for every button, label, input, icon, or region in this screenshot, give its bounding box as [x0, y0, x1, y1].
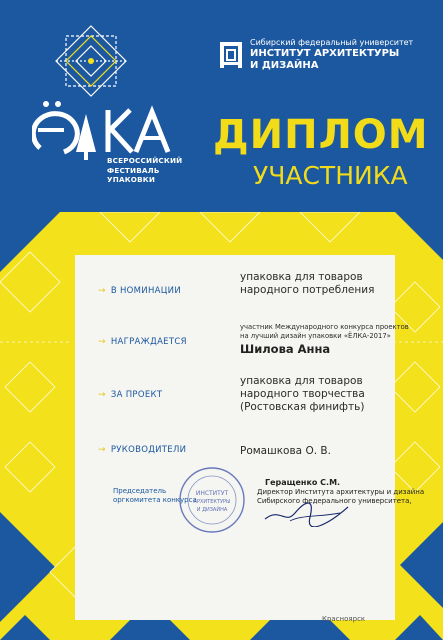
field-project-label: [98, 390, 162, 400]
festival-wordmark: [32, 100, 182, 160]
stamp-line-1: ИНСТИТУТ: [195, 490, 229, 497]
festival-line-2: ФЕСТИВАЛЬ: [107, 165, 160, 175]
diploma-content-panel: [75, 255, 425, 623]
arrow-icon: →: [98, 337, 106, 347]
field-project-value-line-2: народного творчества: [240, 388, 365, 400]
field-awarded-note-line-1: участник Международного конкурса проектов: [240, 323, 409, 331]
festival-line-3: УПАКОВКИ: [107, 175, 156, 184]
signer-name: Геращенко С.М.: [265, 478, 341, 487]
field-project-value: [240, 375, 365, 414]
signer-role-line-2: Сибирского федерального университета,: [257, 497, 412, 505]
field-supervisors-label: [98, 445, 186, 455]
field-awarded-note: [240, 323, 409, 340]
city-label: Красноярск: [322, 615, 366, 623]
chair-label-line-2: оргкомитета конкурса: [113, 496, 197, 504]
university-line-3: И ДИЗАЙНА: [250, 60, 319, 71]
institute-stamp: [177, 465, 247, 535]
field-nomination-value-line-2: народного потребления: [240, 284, 375, 296]
diploma-subtitle: УЧАСТНИКА: [253, 161, 408, 190]
signer-role-line-1: Директор Института архитектуры и дизайна: [257, 488, 425, 496]
diploma-title: ДИПЛОМ: [213, 112, 429, 158]
arrow-icon: →: [98, 390, 106, 400]
field-awarded-label: [98, 337, 187, 347]
field-awarded-label-text: НАГРАЖДАЕТСЯ: [110, 337, 187, 347]
field-nomination-value-line-1: упаковка для товаров: [240, 271, 363, 283]
arrow-icon: →: [98, 445, 106, 455]
chair-label-line-1: Председатель: [113, 487, 167, 495]
stamp-line-2: АРХИТЕКТУРЫ: [193, 499, 231, 505]
festival-line-1: ВСЕРОССИЙСКИЙ: [107, 156, 183, 165]
festival-pattern-logo: [52, 22, 130, 100]
field-supervisors-value: Ромашкова О. В.: [240, 445, 331, 457]
field-nomination-label-text: В НОМИНАЦИИ: [110, 286, 181, 296]
handwritten-signature: [260, 487, 350, 527]
field-nomination-value: [240, 271, 374, 297]
field-supervisors-label-text: РУКОВОДИТЕЛИ: [110, 445, 187, 455]
field-awarded-note-line-2: на лучший дизайн упаковки «ЁЛКА-2017»: [240, 331, 391, 340]
university-logo-icon: [219, 41, 243, 69]
stamp-line-3: И ДИЗАЙНА: [196, 507, 228, 513]
signature-block: [75, 478, 425, 573]
field-project-value-line-1: упаковка для товаров: [240, 375, 363, 387]
university-name: [250, 38, 413, 72]
university-line-1: Сибирский федеральный университет: [250, 38, 414, 47]
field-nomination-label: [98, 286, 181, 296]
awardee-name: Шилова Анна: [240, 342, 331, 356]
festival-caption: [107, 156, 182, 185]
diploma-header: [0, 0, 443, 212]
field-project-label-text: ЗА ПРОЕКТ: [110, 390, 163, 400]
university-line-2: ИНСТИТУТ АРХИТЕКТУРЫ: [250, 48, 400, 59]
field-project-value-line-3: (Ростовская финифть): [240, 401, 365, 413]
arrow-icon: →: [98, 286, 106, 296]
